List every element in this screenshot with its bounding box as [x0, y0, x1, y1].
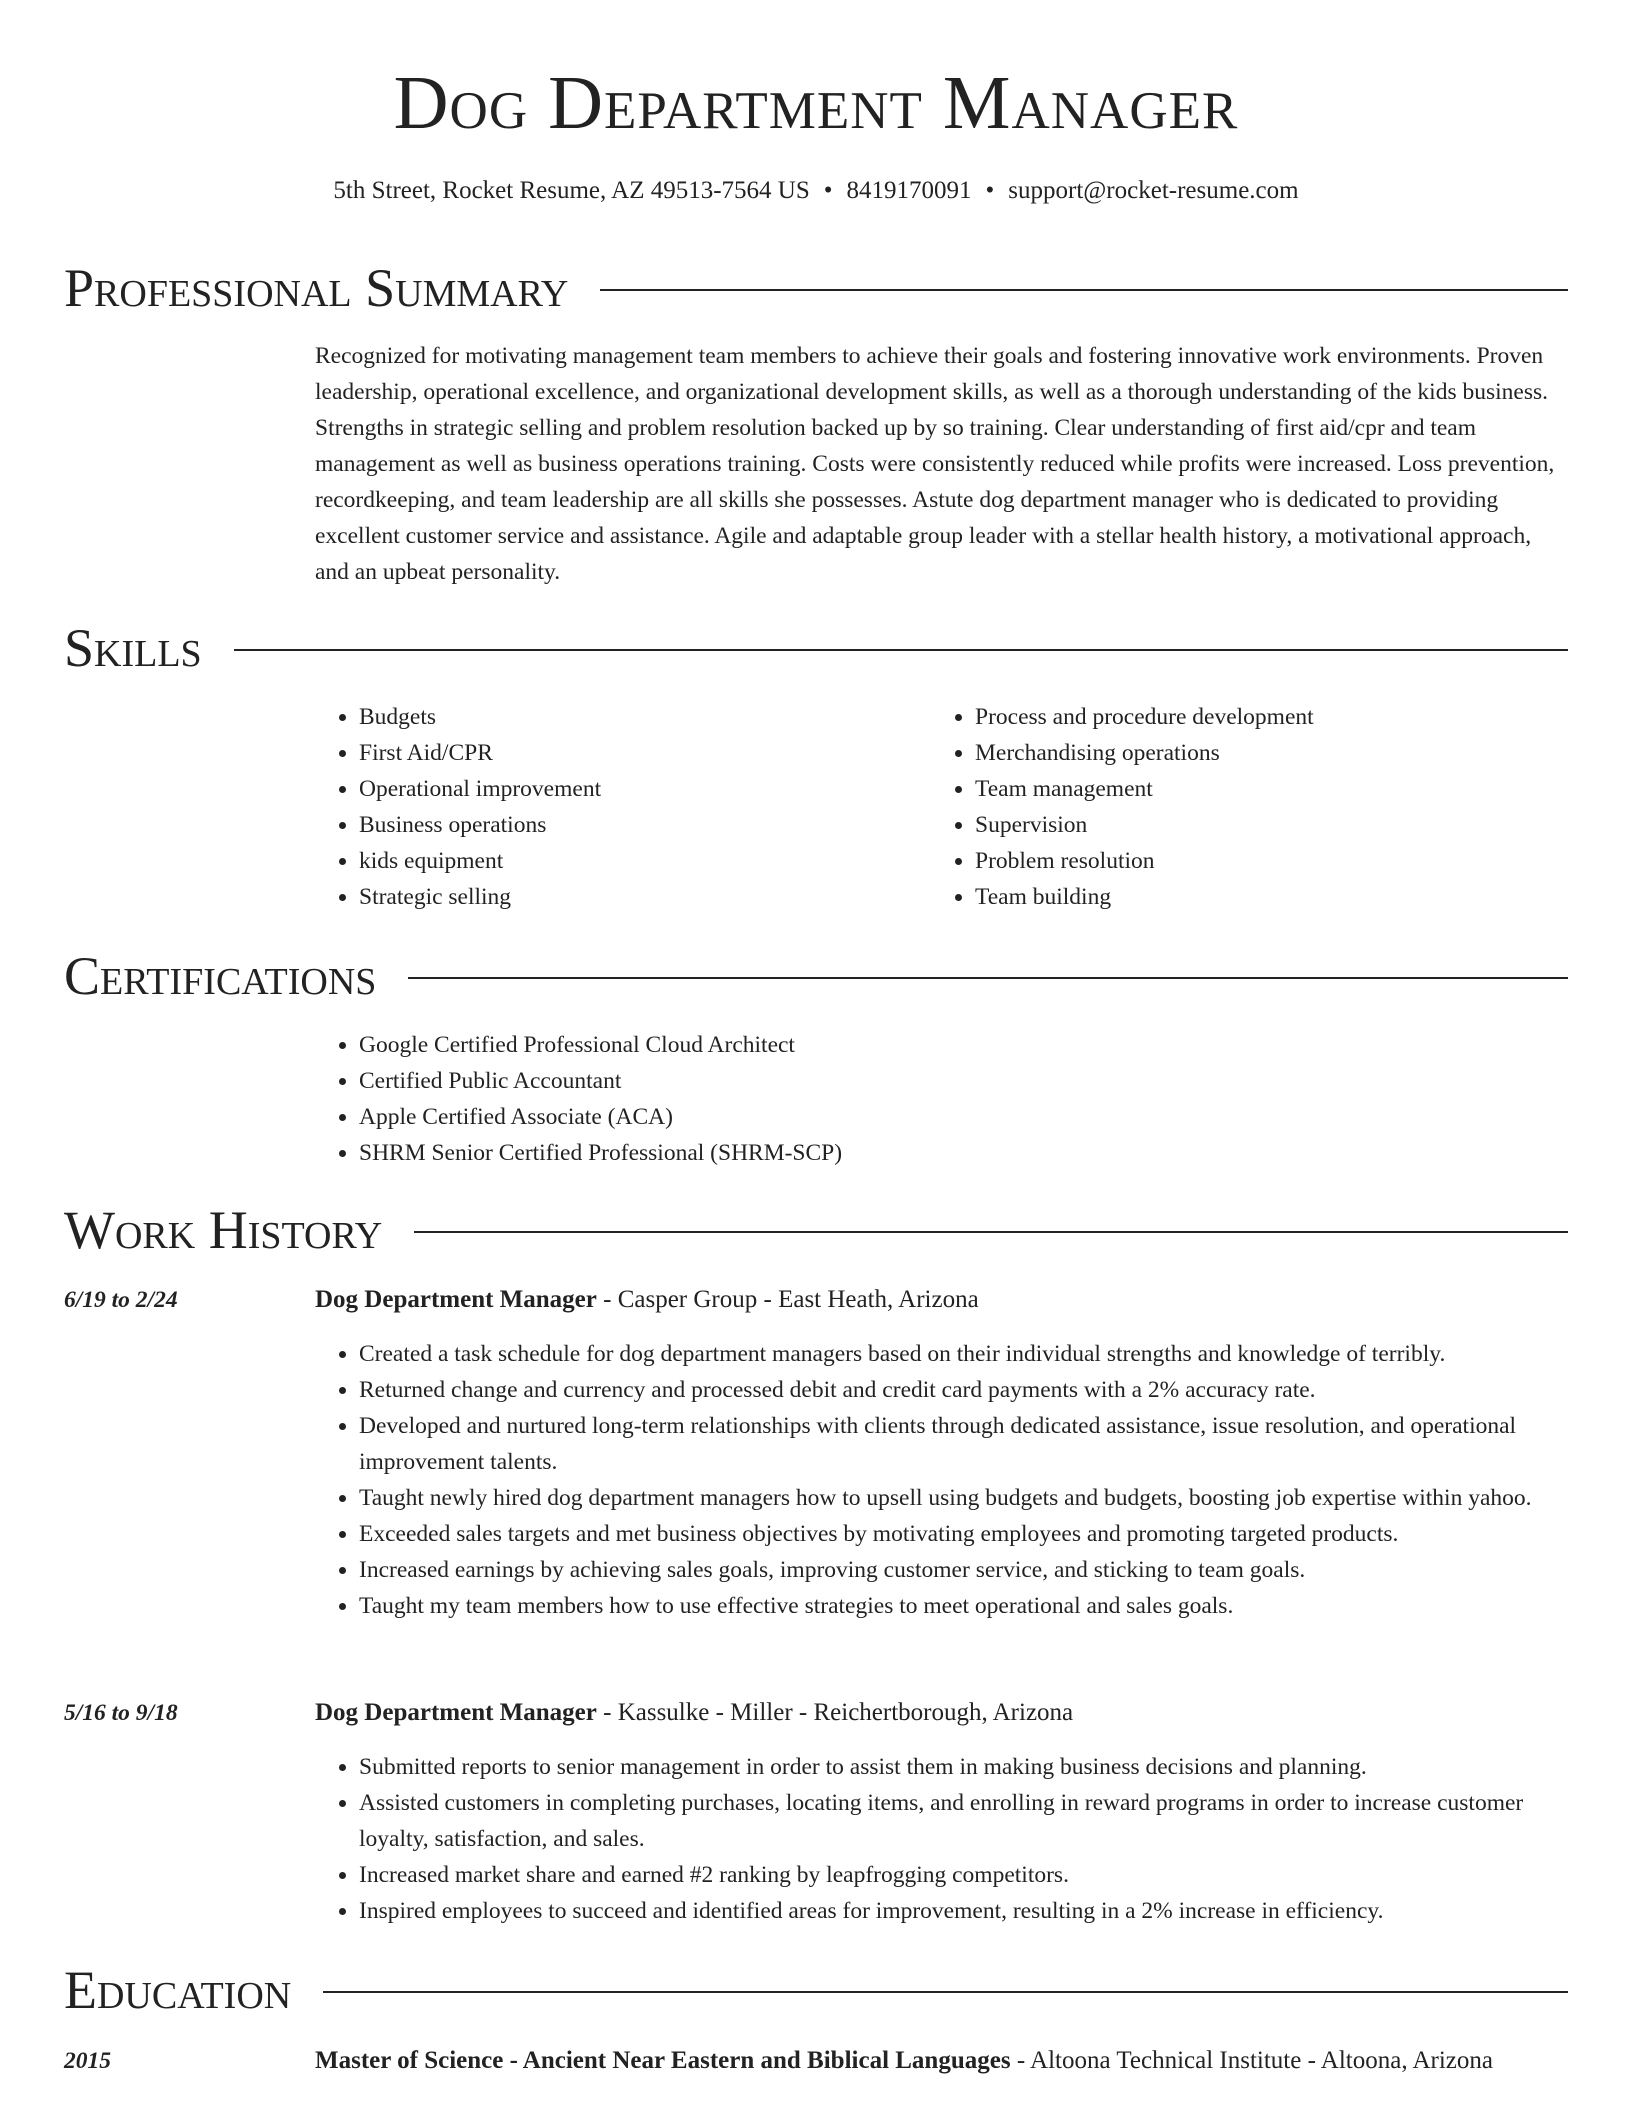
skills-grid: [315, 699, 1568, 915]
skills-title: Skills: [64, 618, 202, 678]
skills-section: [64, 616, 1568, 680]
job-bullets: [315, 1749, 1568, 1929]
job-bullets: [315, 1336, 1568, 1624]
skills-column-right: [931, 699, 1547, 915]
education-heading: [315, 2043, 1568, 2079]
job-bullet: • Taught newly hired dog department managers how to upsell using budgets and budgets, boosting job expertise within yahoo.: [359, 1480, 1568, 1516]
summary-section: [64, 256, 1568, 320]
certification-item: • Google Certified Professional Cloud Architect: [359, 1027, 1568, 1063]
certifications-section: [64, 944, 1568, 1008]
skill-item: • Operational improvement: [359, 771, 931, 807]
section-divider: [414, 1231, 1568, 1233]
contact-email: support@rocket-resume.com: [1008, 177, 1299, 204]
contact-separator: •: [823, 177, 833, 204]
certification-item: • SHRM Senior Certified Professional (SHRM-SCP): [359, 1135, 1568, 1171]
section-divider: [234, 649, 1568, 651]
section-divider: [600, 289, 1568, 291]
skill-item: • Problem resolution: [975, 843, 1547, 879]
job-dates: 5/16 to 9/18: [64, 1700, 178, 1726]
education-details: - Altoona Technical Institute - Altoona, Arizona: [1010, 2047, 1493, 2074]
skill-item: • Team management: [975, 771, 1547, 807]
certifications-header: [64, 944, 1568, 1008]
job-heading: [315, 1695, 1568, 1731]
job-bullet: • Inspired employees to succeed and identified areas for improvement, resulting in a 2% increase in efficiency.: [359, 1893, 1568, 1929]
education-title: Education: [64, 1960, 292, 2020]
contact-phone: 8419170091: [846, 177, 972, 204]
summary-text: Recognized for motivating management team members to achieve their goals and fostering innovative work environments. Proven leadership, operational excellence, and organizational development skills, as well as a thorough understanding of the kids business. Strengths in strategic selling and problem resolution backed up by so training. Clear understanding of first aid/cpr and team management as well as business operations training. Costs were consistently reduced while profits were increased. Loss prevention, recordkeeping, and team leadership are all skills she possesses. Astute dog department manager who is dedicated to providing excellent customer service and assistance. Agile and adaptable group leader with a stellar health history, a motivational approach, and an upbeat personality.: [315, 343, 1555, 585]
job-bullet: • Taught my team members how to use effective strategies to meet operational and sales goals.: [359, 1588, 1568, 1624]
education-section: [64, 1958, 1568, 2022]
work-history-section: [64, 1198, 1568, 1262]
skill-item: • kids equipment: [359, 843, 931, 879]
skill-item: • Strategic selling: [359, 879, 931, 915]
summary-header: [64, 256, 1568, 320]
skill-item: • Business operations: [359, 807, 931, 843]
job-bullet: • Increased market share and earned #2 ranking by leapfrogging competitors.: [359, 1857, 1568, 1893]
job-role: Dog Department Manager: [315, 1286, 597, 1313]
job-bullet: • Developed and nurtured long-term relationships with clients through dedicated assistance, issue resolution, and operational improvement talents.: [359, 1408, 1568, 1480]
skill-item: • Merchandising operations: [975, 735, 1547, 771]
skills-column-left: [315, 699, 931, 915]
job-bullet: • Assisted customers in completing purchases, locating items, and enrolling in reward programs in order to increase customer loyalty, satisfaction, and sales.: [359, 1785, 1568, 1857]
contact-line: [64, 174, 1568, 208]
section-divider: [408, 977, 1568, 979]
skill-item: • Budgets: [359, 699, 931, 735]
contact-address: 5th Street, Rocket Resume, AZ 49513-7564 US: [333, 177, 810, 204]
certification-item: • Apple Certified Associate (ACA): [359, 1099, 1568, 1135]
education-degree: Master of Science - Ancient Near Eastern and Biblical Languages: [315, 2047, 1011, 2074]
section-divider: [323, 1991, 1568, 1993]
certification-item: • Certified Public Accountant: [359, 1063, 1568, 1099]
summary-title: Professional Summary: [64, 258, 569, 318]
job-bullet: • Returned change and currency and processed debit and credit card payments with a 2% accuracy rate.: [359, 1372, 1568, 1408]
job-heading: [315, 1282, 1568, 1318]
education-header: [64, 1958, 1568, 2022]
skill-item: • Process and procedure development: [975, 699, 1547, 735]
certifications-title: Certifications: [64, 946, 377, 1006]
skill-item: • Supervision: [975, 807, 1547, 843]
job-bullet: • Increased earnings by achieving sales goals, improving customer service, and sticking to team goals.: [359, 1552, 1568, 1588]
skill-item: • Team building: [975, 879, 1547, 915]
contact-separator: •: [985, 177, 995, 204]
job-bullet: • Created a task schedule for dog department managers based on their individual strengths and knowledge of terribly.: [359, 1336, 1568, 1372]
education-year: 2015: [64, 2048, 111, 2074]
job-bullet: • Submitted reports to senior management in order to assist them in making business decisions and planning.: [359, 1749, 1568, 1785]
job-role: Dog Department Manager: [315, 1699, 597, 1726]
job-details: - Casper Group - East Heath, Arizona: [596, 1286, 979, 1313]
certifications-list: [315, 1027, 1568, 1171]
skills-header: [64, 616, 1568, 680]
job-dates: 6/19 to 2/24: [64, 1287, 178, 1313]
job-bullet: • Exceeded sales targets and met business objectives by motivating employees and promoting targeted products.: [359, 1516, 1568, 1552]
job-details: - Kassulke - Miller - Reichertborough, Arizona: [596, 1699, 1074, 1726]
skill-item: • First Aid/CPR: [359, 735, 931, 771]
work-history-header: [64, 1198, 1568, 1262]
resume-name: Dog Department Manager: [393, 61, 1239, 145]
work-history-title: Work History: [64, 1200, 383, 1260]
